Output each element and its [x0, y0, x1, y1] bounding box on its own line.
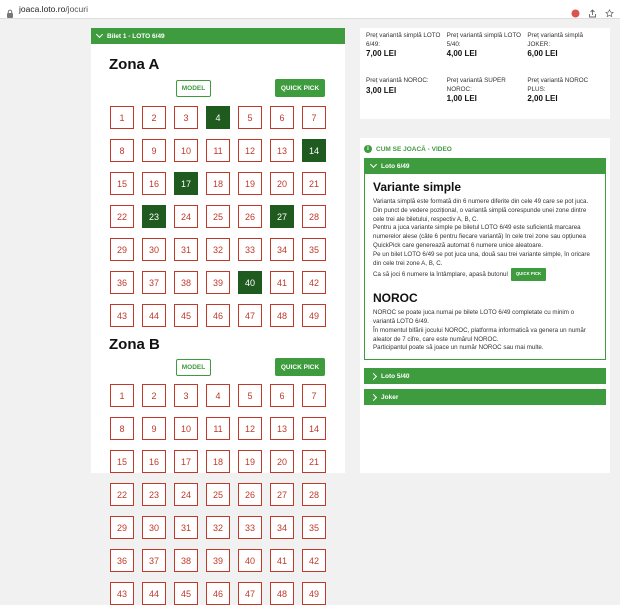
accordion-loto-649-body — [364, 174, 606, 360]
section-heading-variante-simple: Variante simple — [373, 180, 462, 194]
number-cell-9[interactable]: 9 — [142, 139, 166, 162]
how-to-play-panel — [360, 138, 610, 473]
number-cell-22[interactable]: 22 — [110, 483, 134, 506]
number-cell-30[interactable]: 30 — [142, 516, 166, 539]
number-cell-3[interactable]: 3 — [174, 384, 198, 407]
extension-icon[interactable] — [571, 5, 580, 14]
number-cell-33[interactable]: 33 — [238, 516, 262, 539]
zone-b-title: Zona B — [109, 336, 160, 353]
number-cell-37[interactable]: 37 — [142, 271, 166, 294]
accordion-label: Loto 6/49 — [381, 162, 410, 170]
price-cell: Preț variantă NOROC PLUS: 2,00 LEI — [527, 77, 589, 103]
paragraph-text: Ca să joci 6 numere la întâmplare, apasă butonul — [373, 271, 508, 279]
number-cell-15[interactable]: 15 — [110, 172, 134, 195]
number-cell-18[interactable]: 18 — [206, 172, 230, 195]
number-cell-14[interactable]: 14 — [302, 139, 326, 162]
number-cell-48[interactable]: 48 — [270, 582, 294, 605]
number-cell-42[interactable]: 42 — [302, 271, 326, 294]
number-cell-49[interactable]: 49 — [302, 582, 326, 605]
ticket-header-label: Bilet 1 - LOTO 6/49 — [107, 32, 165, 40]
section-heading-noroc: NOROC — [373, 291, 418, 306]
number-cell-29[interactable]: 29 — [110, 516, 134, 539]
number-cell-39[interactable]: 39 — [206, 549, 230, 572]
number-cell-34[interactable]: 34 — [270, 516, 294, 539]
paragraph — [373, 268, 597, 281]
number-cell-43[interactable]: 43 — [110, 582, 134, 605]
number-cell-36[interactable]: 36 — [110, 271, 134, 294]
price-cell: Preț variantă NOROC: 3,00 LEI — [366, 77, 429, 95]
number-cell-21[interactable]: 21 — [302, 172, 326, 195]
price-cell: Preț variantă simplă LOTO 5/40: 4,00 LEI — [446, 32, 522, 58]
number-cell-19[interactable]: 19 — [238, 172, 262, 195]
number-cell-34[interactable]: 34 — [270, 238, 294, 261]
number-cell-6[interactable]: 6 — [270, 384, 294, 407]
number-cell-33[interactable]: 33 — [238, 238, 262, 261]
share-icon[interactable] — [588, 5, 597, 14]
chevron-right-icon — [370, 394, 377, 401]
number-cell-19[interactable]: 19 — [238, 450, 262, 473]
accordion-label: Loto 5/40 — [381, 372, 410, 380]
number-cell-5[interactable]: 5 — [238, 106, 262, 129]
number-cell-8[interactable]: 8 — [110, 139, 134, 162]
accordion-loto-649-header[interactable] — [364, 158, 606, 174]
number-cell-13[interactable]: 13 — [270, 139, 294, 162]
how-to-play-link[interactable] — [364, 144, 606, 154]
number-cell-16[interactable]: 16 — [142, 172, 166, 195]
number-cell-39[interactable]: 39 — [206, 271, 230, 294]
accordion-label: Joker — [381, 393, 399, 401]
number-cell-25[interactable]: 25 — [206, 205, 230, 228]
paragraph: Participantul poate să joace un număr NOROC sau mai multe. — [373, 344, 544, 352]
number-cell-22[interactable]: 22 — [110, 205, 134, 228]
bookmark-star-icon[interactable] — [605, 5, 614, 14]
model-button-zone-b[interactable]: MODEL — [176, 359, 211, 376]
quick-pick-button-zone-b[interactable]: QUICK PICK — [275, 358, 325, 376]
ticket-header[interactable] — [91, 28, 345, 44]
chevron-down-icon — [370, 161, 377, 168]
number-cell-47[interactable]: 47 — [238, 304, 262, 327]
number-cell-14[interactable]: 14 — [302, 417, 326, 440]
price-cell: Preț variantă SUPER NOROC: 1,00 LEI — [446, 77, 506, 103]
browser-address-bar[interactable] — [0, 0, 620, 19]
number-cell-46[interactable]: 46 — [206, 304, 230, 327]
how-to-play-title: CUM SE JOACĂ - VIDEO — [376, 145, 452, 153]
number-cell-47[interactable]: 47 — [238, 582, 262, 605]
ticket-panel — [91, 28, 345, 599]
number-cell-31[interactable]: 31 — [174, 238, 198, 261]
number-cell-28[interactable]: 28 — [302, 205, 326, 228]
number-cell-12[interactable]: 12 — [238, 139, 262, 162]
number-cell-21[interactable]: 21 — [302, 450, 326, 473]
number-cell-2[interactable]: 2 — [142, 106, 166, 129]
number-cell-16[interactable]: 16 — [142, 450, 166, 473]
number-cell-11[interactable]: 11 — [206, 417, 230, 440]
number-cell-35[interactable]: 35 — [302, 238, 326, 261]
info-icon: i — [364, 145, 372, 153]
paragraph: Pentru a juca variante simple pe biletul LOTO 6/49 este suficientă marcarea numerelor alese (câte 6 pentru fiecare variantă) în cele trei zone sau opțiunea QuickPick care generează automat 6 numere unice aleatoare. — [373, 224, 586, 249]
number-cell-15[interactable]: 15 — [110, 450, 134, 473]
number-cell-29[interactable]: 29 — [110, 238, 134, 261]
number-cell-26[interactable]: 26 — [238, 483, 262, 506]
number-cell-3[interactable]: 3 — [174, 106, 198, 129]
quick-pick-button-zone-a[interactable]: QUICK PICK — [275, 79, 325, 97]
site-info-icon[interactable] — [6, 5, 14, 14]
number-cell-45[interactable]: 45 — [174, 304, 198, 327]
number-cell-9[interactable]: 9 — [142, 417, 166, 440]
number-cell-42[interactable]: 42 — [302, 549, 326, 572]
number-cell-36[interactable]: 36 — [110, 549, 134, 572]
number-cell-10[interactable]: 10 — [174, 417, 198, 440]
number-cell-38[interactable]: 38 — [174, 271, 198, 294]
number-cell-20[interactable]: 20 — [270, 172, 294, 195]
number-cell-12[interactable]: 12 — [238, 417, 262, 440]
number-cell-10[interactable]: 10 — [174, 139, 198, 162]
accordion-joker-header[interactable] — [364, 389, 606, 405]
number-cell-32[interactable]: 32 — [206, 516, 230, 539]
number-cell-44[interactable]: 44 — [142, 582, 166, 605]
number-cell-5[interactable]: 5 — [238, 384, 262, 407]
paragraph: Pe un bilet LOTO 6/49 se pot juca una, două sau trei variante simple, în oricare din cele trei zone A, B, C. — [373, 250, 590, 267]
number-cell-37[interactable]: 37 — [142, 549, 166, 572]
number-cell-18[interactable]: 18 — [206, 450, 230, 473]
number-cell-24[interactable]: 24 — [174, 483, 198, 506]
number-cell-26[interactable]: 26 — [238, 205, 262, 228]
number-grid-zone-b — [110, 384, 326, 605]
number-cell-2[interactable]: 2 — [142, 384, 166, 407]
number-cell-13[interactable]: 13 — [270, 417, 294, 440]
number-cell-7[interactable]: 7 — [302, 384, 326, 407]
number-cell-1[interactable]: 1 — [110, 106, 134, 129]
number-cell-46[interactable]: 46 — [206, 582, 230, 605]
paragraph: Varianta simplă este formată din 6 numere diferite din cele 49 care se pot juca. Din punct de vedere pozițional, o variantă simplă corespunde unei zone dintre cele trei ale biletului, respectiv A, B, C. — [373, 198, 589, 223]
paragraph: NOROC se poate juca numai pe bilete LOTO 6/49 completate cu minim o variantă LOTO 6/49. — [373, 309, 575, 325]
number-cell-44[interactable]: 44 — [142, 304, 166, 327]
prices-panel — [360, 28, 610, 119]
number-cell-27[interactable]: 27 — [270, 205, 294, 228]
number-cell-7[interactable]: 7 — [302, 106, 326, 129]
number-cell-23[interactable]: 23 — [142, 483, 166, 506]
number-cell-23[interactable]: 23 — [142, 205, 166, 228]
number-cell-28[interactable]: 28 — [302, 483, 326, 506]
number-cell-25[interactable]: 25 — [206, 483, 230, 506]
number-cell-4[interactable]: 4 — [206, 384, 230, 407]
chevron-right-icon — [370, 373, 377, 380]
inline-quick-pick-button[interactable]: QUICK PICK — [511, 268, 546, 281]
number-cell-8[interactable]: 8 — [110, 417, 134, 440]
number-cell-40[interactable]: 40 — [238, 271, 262, 294]
paragraph: În momentul bifării jocului NOROC, platforma informatică va genera un număr aleator de 7 cifre, care este numărul NOROC. — [373, 326, 586, 343]
model-button-zone-a[interactable]: MODEL — [176, 80, 211, 97]
number-cell-35[interactable]: 35 — [302, 516, 326, 539]
number-cell-38[interactable]: 38 — [174, 549, 198, 572]
number-cell-11[interactable]: 11 — [206, 139, 230, 162]
number-cell-4[interactable]: 4 — [206, 106, 230, 129]
number-cell-41[interactable]: 41 — [270, 271, 294, 294]
number-cell-49[interactable]: 49 — [302, 304, 326, 327]
number-cell-41[interactable]: 41 — [270, 549, 294, 572]
number-cell-17[interactable]: 17 — [174, 450, 198, 473]
price-cell: Preț variantă simplă LOTO 6/49: 7,00 LEI — [366, 32, 441, 58]
number-cell-27[interactable]: 27 — [270, 483, 294, 506]
number-cell-48[interactable]: 48 — [270, 304, 294, 327]
number-cell-31[interactable]: 31 — [174, 516, 198, 539]
number-cell-43[interactable]: 43 — [110, 304, 134, 327]
number-cell-6[interactable]: 6 — [270, 106, 294, 129]
number-cell-32[interactable]: 32 — [206, 238, 230, 261]
number-cell-24[interactable]: 24 — [174, 205, 198, 228]
number-cell-30[interactable]: 30 — [142, 238, 166, 261]
number-cell-45[interactable]: 45 — [174, 582, 198, 605]
number-grid-zone-a — [110, 106, 326, 327]
price-cell: Preț variantă simplă JOKER: 6,00 LEI — [527, 32, 583, 58]
number-cell-40[interactable]: 40 — [238, 549, 262, 572]
number-cell-20[interactable]: 20 — [270, 450, 294, 473]
url-text[interactable]: joaca.loto.ro/jocuri — [19, 4, 88, 14]
zone-a-title: Zona A — [109, 56, 160, 73]
chevron-down-icon — [96, 31, 103, 38]
accordion-loto-540-header[interactable] — [364, 368, 606, 384]
number-cell-1[interactable]: 1 — [110, 384, 134, 407]
number-cell-17[interactable]: 17 — [174, 172, 198, 195]
